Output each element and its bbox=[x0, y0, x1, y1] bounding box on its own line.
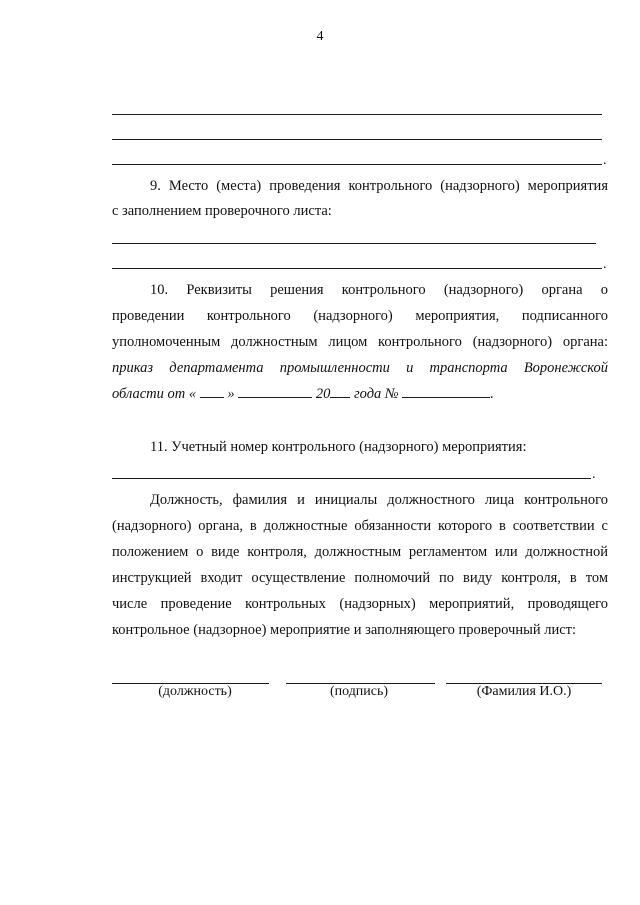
item10-line2: проведении контрольного (надзорного) мероприятия, подписанного bbox=[112, 308, 608, 324]
fill-line bbox=[112, 268, 602, 269]
item10-line5 bbox=[112, 384, 608, 404]
order-date-quote: » bbox=[227, 386, 235, 402]
order-number-blank[interactable] bbox=[402, 384, 490, 398]
period: . bbox=[603, 153, 607, 168]
month-blank[interactable] bbox=[238, 384, 312, 398]
official-line4: инструкцией входит осуществление полномочий по виду контроля, в том bbox=[112, 570, 608, 586]
item10-line3: уполномоченным должностным лицом контрольного (надзорного) органа: bbox=[112, 334, 608, 350]
fill-line bbox=[112, 164, 602, 165]
item9-line2: с заполнением проверочного листа: bbox=[112, 203, 332, 219]
day-blank[interactable] bbox=[200, 384, 224, 398]
fill-line bbox=[112, 478, 591, 479]
item9-line1: 9. Место (места) проведения контрольного (надзорного) мероприятия bbox=[150, 178, 608, 194]
name-caption: (Фамилия И.О.) bbox=[476, 684, 572, 699]
fill-line bbox=[112, 114, 602, 115]
official-line6: контрольное (надзорное) мероприятие и заполняющего проверочный лист: bbox=[112, 622, 577, 638]
item11-line1: 11. Учетный номер контрольного (надзорного) мероприятия: bbox=[150, 439, 527, 455]
signature-caption: (подпись) bbox=[329, 684, 389, 699]
fill-line bbox=[112, 139, 602, 140]
item10-line1: 10. Реквизиты решения контрольного (надзорного) органа о bbox=[150, 282, 608, 298]
order-number-label: года № bbox=[354, 386, 399, 402]
order-year-prefix: 20 bbox=[315, 386, 331, 402]
official-line1: Должность, фамилия и инициалы должностного лица контрольного bbox=[150, 492, 608, 508]
position-caption: (должность) bbox=[158, 684, 232, 699]
official-line3: положением о виде контроля, должностным регламентом или должностной bbox=[112, 544, 608, 560]
official-line2: (надзорного) органа, в должностные обязанности которого в соответствии с bbox=[112, 518, 608, 534]
item10-line4: приказ департамента промышленности и транспорта Воронежской bbox=[112, 360, 608, 376]
official-line5: числе проведение контрольных (надзорных) мероприятий, проводящего bbox=[112, 596, 608, 612]
year-blank[interactable] bbox=[330, 384, 350, 398]
order-date-prefix: области от « bbox=[112, 386, 197, 402]
period: . bbox=[490, 386, 494, 402]
page-number: 4 bbox=[316, 29, 324, 44]
period: . bbox=[603, 257, 607, 272]
fill-line bbox=[112, 243, 596, 244]
period: . bbox=[592, 467, 596, 482]
